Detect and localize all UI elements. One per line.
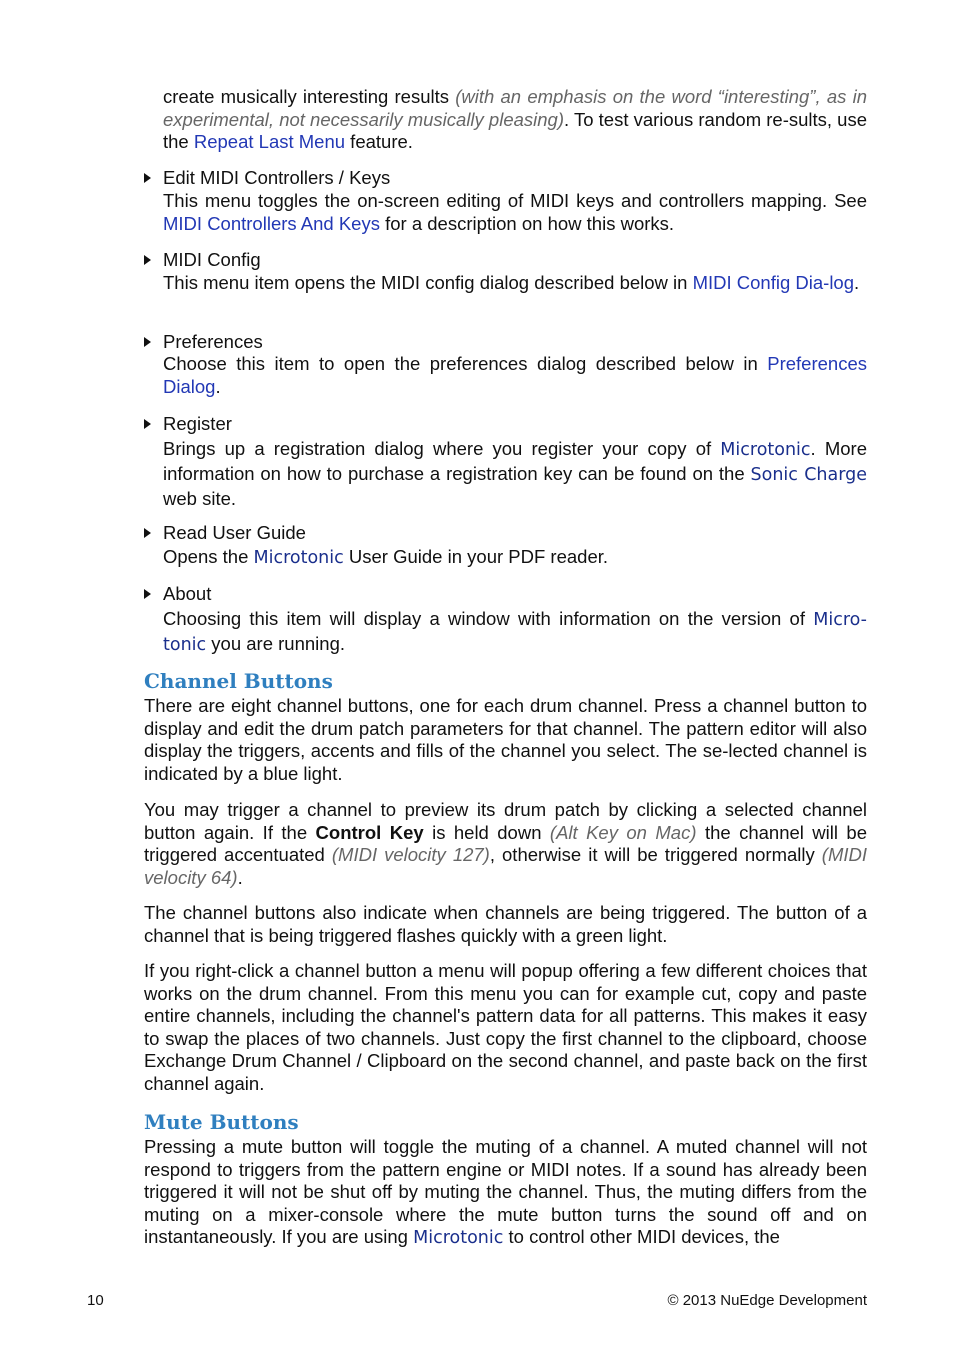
text: . To test various random re-sults, use the [163,108,867,153]
channel-paragraph-1: There are eight channel buttons, one for each drum channel. Press a channel button to display and edit the drum patch parameters for that channel. The pattern editor will also display the triggers, accents and fills of the channel you select. The se-lected channel is indicated by a blue light. [144,695,867,784]
text: for a description on how this works. [379,212,675,234]
text: Choosing this item will display a window with information on the version of [163,608,814,629]
bullet-title: MIDI Config [163,249,261,270]
midi-config-dialog-link[interactable]: MIDI Config Dia-log [692,272,855,293]
text: web site. [163,488,237,509]
text: User Guide in your PDF reader. [343,546,609,567]
text: You may trigger a channel to preview its drum patch by clicking a selected channel button again. If the [144,799,867,843]
bullet-midi-config [144,249,867,271]
triangle-bullet-icon [144,337,151,347]
bullet-register [144,413,867,435]
emphasis-text: (MIDI velocity 127) [331,844,490,866]
triangle-bullet-icon [144,419,151,429]
emphasis-text: (MIDI velocity 64) [144,844,867,888]
text: . [215,375,221,397]
microtonic-brand: Microtonic [253,548,344,568]
preferences-dialog-link[interactable]: Preferences Dialog [163,353,867,397]
triangle-bullet-icon [144,589,151,599]
midi-controllers-and-keys-link[interactable]: MIDI Controllers And Keys [163,212,380,234]
microtonic-brand: Micro-tonic [163,610,867,655]
text: create musically interesting results [163,86,456,107]
bullet-title: Preferences [163,331,263,352]
mute-buttons-heading: Mute Buttons [144,1110,299,1134]
text: . More information on how to purchase a registration key can be found on the [163,438,867,484]
text: is held down [423,821,550,843]
preferences-description [163,353,867,398]
text: the channel will be triggered accentuated [144,821,867,866]
bullet-title: Register [163,413,232,434]
text: Pressing a mute button will toggle the muting of a channel. A muted channel will not respond to triggers from the pattern engine or MIDI notes. If a sound has already been triggered it will not be shut off by muting the channel. Thus, the muting differs from the muting on a mixer-console where the mute button turns the sound off and on instantaneously. If you are using [144,1136,867,1248]
text: Opens the [163,546,254,567]
bullet-title: Edit MIDI Controllers / Keys [163,167,391,188]
text: , otherwise it will be triggered normally [489,844,822,866]
text: to control other MIDI devices, the [503,1226,780,1248]
edit-midi-description [163,190,867,235]
text: . [854,272,860,293]
register-description [163,437,867,511]
triangle-bullet-icon [144,528,151,538]
intro-paragraph [163,86,867,154]
channel-paragraph-2 [144,799,867,889]
midi-config-description [163,272,867,295]
read-guide-description [163,546,867,570]
bullet-read-user-guide [144,522,867,544]
repeat-last-menu-link[interactable]: Repeat Last Menu [193,131,346,153]
text: feature. [345,131,413,153]
emphasis-text: (with an emphasis on the word “interesting”, as in experimental, not necessarily musically pleasing) [163,86,867,130]
copyright: © 2013 NuEdge Development [667,1292,867,1309]
text: Choose this item to open the preferences dialog described below in [163,353,768,374]
bullet-title: Read User Guide [163,522,306,543]
channel-paragraph-3: The channel buttons also indicate when channels are being triggered. The button of a channel that is being triggered flashes quickly with a green light. [144,902,867,946]
channel-paragraph-4: If you right-click a channel button a menu will popup offering a few different choices that works on the drum channel. From this menu you can for example cut, copy and paste entire channels, including the channel's pattern data for all patterns. This makes it easy to swap the places of two channels. Just copy the first channel to the clipboard, choose Exchange Drum Channel / Clipboard on the second channel, and paste back on the first channel again. [144,960,867,1094]
text: . [237,866,243,888]
triangle-bullet-icon [144,255,151,265]
control-key-bold: Control Key [315,821,424,843]
triangle-bullet-icon [144,173,151,183]
mute-paragraph [144,1136,867,1250]
bullet-preferences [144,331,867,353]
microtonic-brand: Microtonic [413,1228,504,1249]
about-description [163,607,867,657]
bullet-title: About [163,583,212,604]
sonic-charge-brand: Sonic Charge [750,465,867,485]
bullet-about [144,583,867,605]
text: This menu item opens the MIDI config dialog described below in [163,272,693,293]
bullet-edit-midi [144,167,867,189]
text: This menu toggles the on-screen editing of MIDI keys and controllers mapping. See [163,190,867,211]
text: you are running. [206,633,345,654]
text: Brings up a registration dialog where you register your copy of [163,438,721,459]
page-number: 10 [87,1292,104,1309]
channel-buttons-heading: Channel Buttons [144,669,333,693]
microtonic-brand: Microtonic [720,440,811,460]
emphasis-text: (Alt Key on Mac) [549,821,697,843]
